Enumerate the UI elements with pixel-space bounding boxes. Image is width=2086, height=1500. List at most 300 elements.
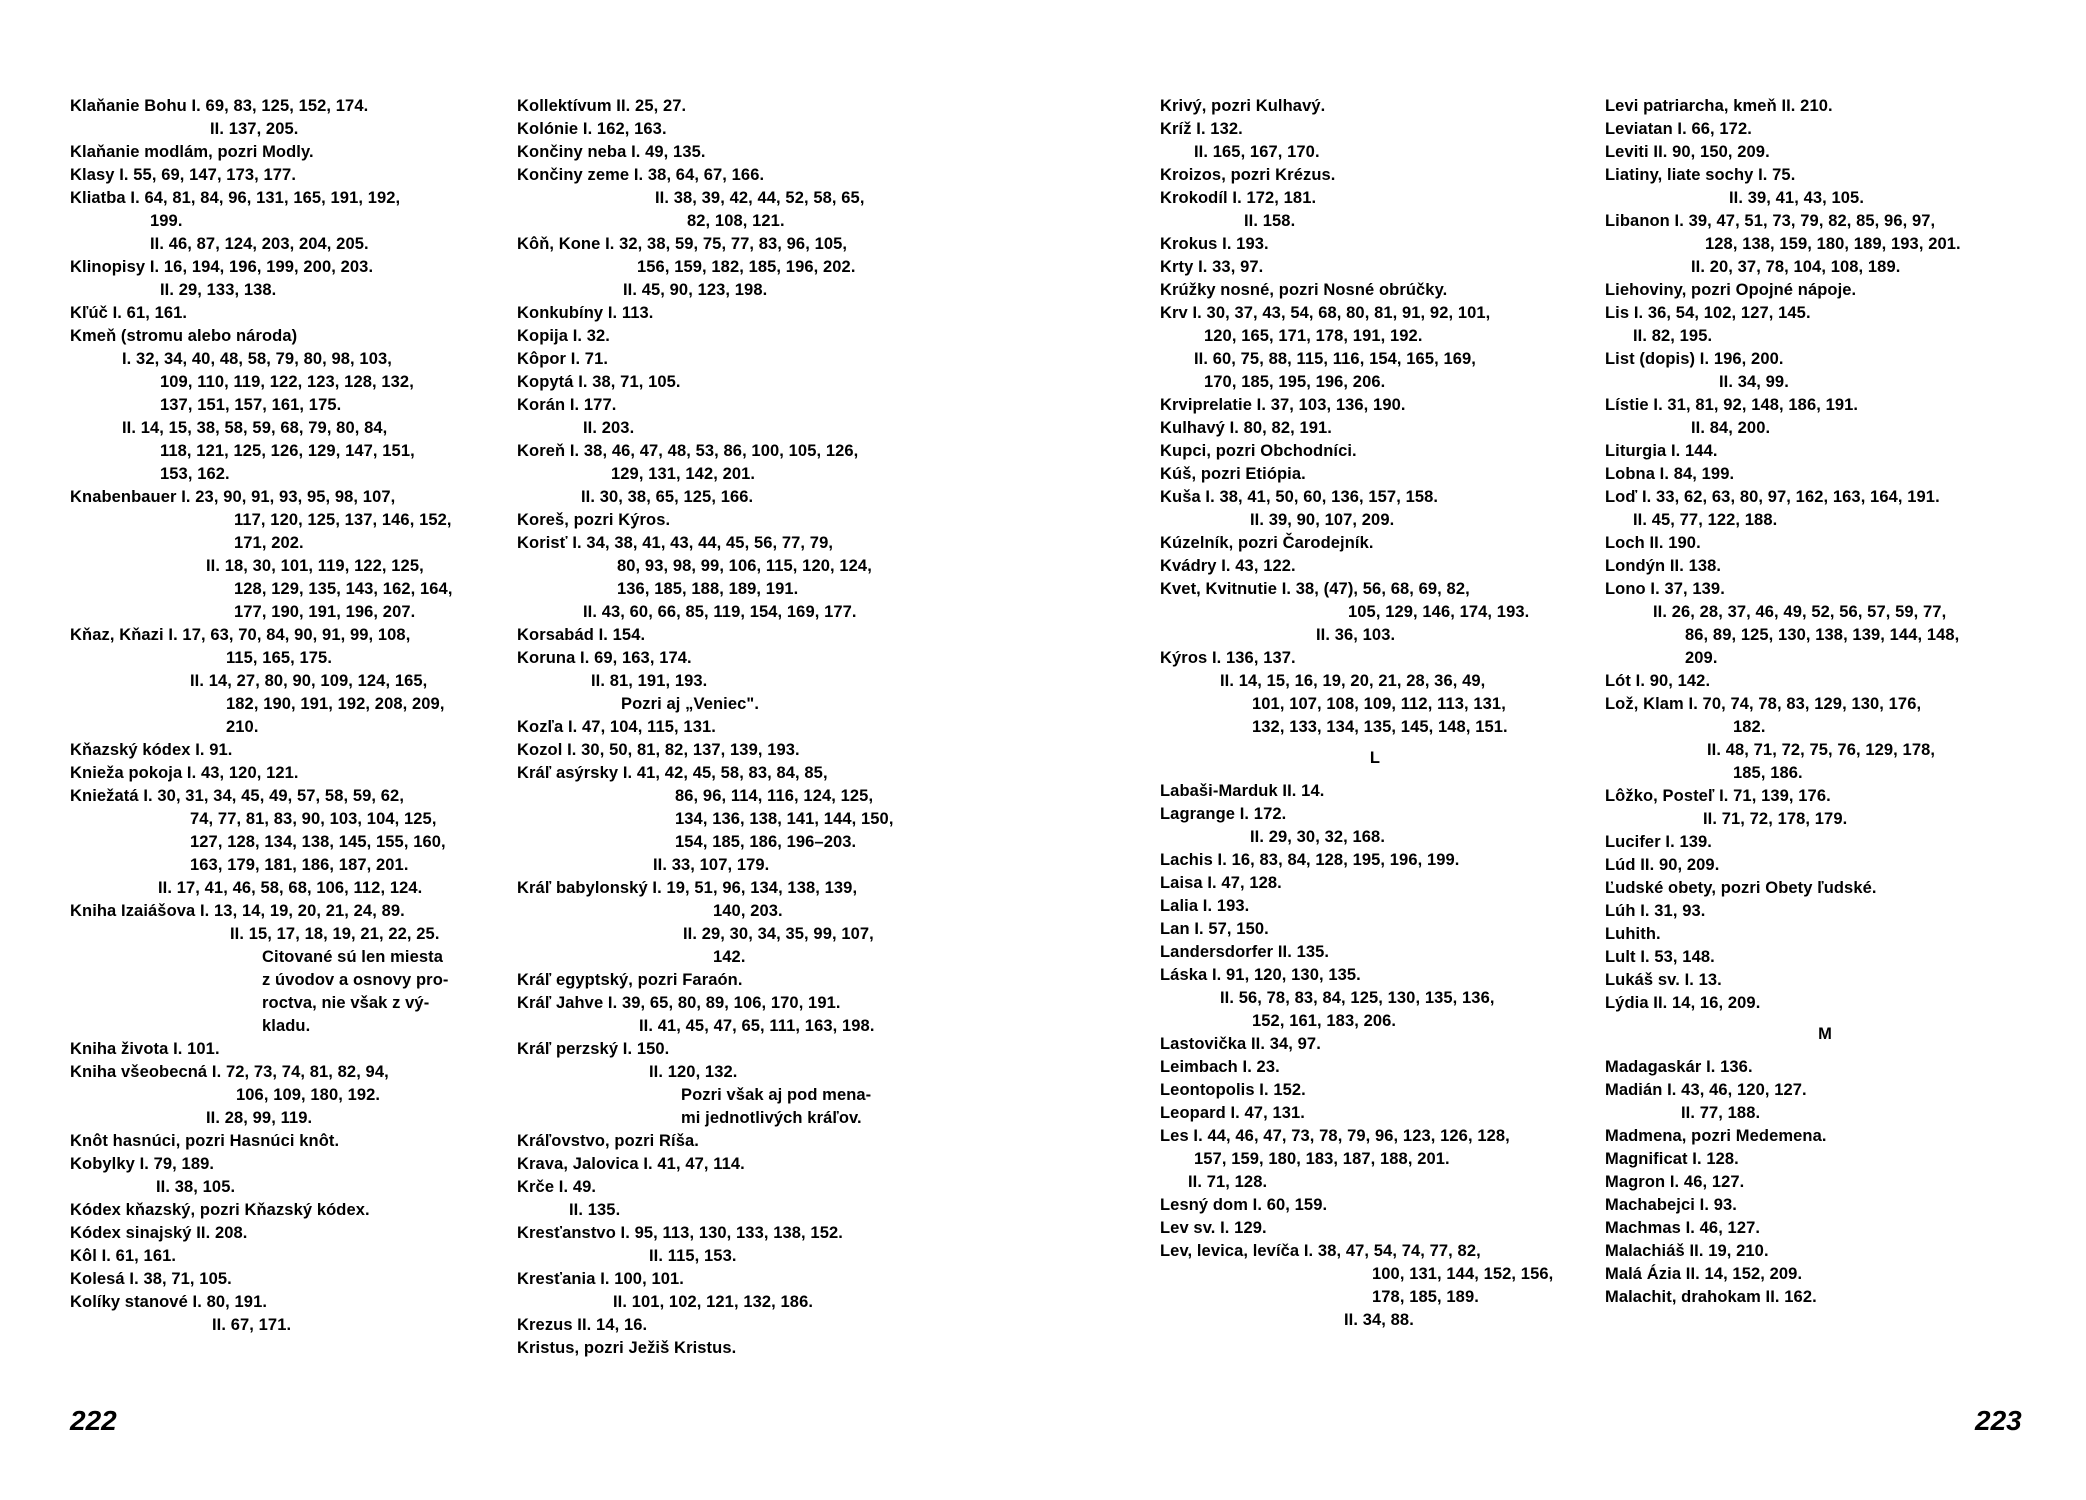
index-entry — [1160, 1056, 1590, 1079]
entry-text: Krokus I. 193. — [1160, 235, 1269, 253]
entry-text: Koreš, pozri Kýros. — [517, 511, 671, 529]
entry-continuation: 170, 185, 195, 196, 206. — [1204, 373, 1386, 391]
entry-text: Lono I. 37, 139. — [1605, 580, 1725, 598]
index-entry — [1160, 302, 1590, 394]
entry-text: Lalia I. 193. — [1160, 897, 1250, 915]
index-entry — [70, 1222, 490, 1245]
index-entry — [1160, 1079, 1590, 1102]
entry-continuation: 105, 129, 146, 174, 193. — [1348, 603, 1530, 621]
index-entry — [517, 325, 977, 348]
entry-text: Kráľovstvo, pozri Ríša. — [517, 1132, 699, 1150]
entry-text: Lan I. 57, 150. — [1160, 920, 1269, 938]
entry-text: Kúš, pozri Etiópia. — [1160, 465, 1306, 483]
entry-continuation: II. 81, 191, 193. — [591, 672, 708, 690]
entry-text: Labaši-Marduk II. 14. — [1160, 782, 1325, 800]
entry-text: Krty I. 33, 97. — [1160, 258, 1264, 276]
entry-continuation: II. 20, 37, 78, 104, 108, 189. — [1691, 258, 1901, 276]
entry-continuation: 182, 190, 191, 192, 208, 209, — [226, 695, 445, 713]
entry-text: Lýdia II. 14, 16, 209. — [1605, 994, 1761, 1012]
index-entry — [70, 256, 490, 302]
index-entry — [1160, 918, 1590, 941]
entry-text: Klinopisy I. 16, 194, 196, 199, 200, 203. — [70, 258, 374, 276]
index-entry — [1605, 992, 2045, 1015]
entry-text: Lúh I. 31, 93. — [1605, 902, 1706, 920]
entry-continuation: 118, 121, 125, 126, 129, 147, 151, — [160, 442, 415, 460]
entry-text: Libanon I. 39, 47, 51, 73, 79, 82, 85, 96, 97, — [1605, 212, 1936, 230]
index-entry — [1160, 164, 1590, 187]
entry-text: Kolíky stanové I. 80, 191. — [70, 1293, 268, 1311]
entry-continuation: II. 41, 45, 47, 65, 111, 163, 198. — [639, 1017, 875, 1035]
entry-text: Leontopolis I. 152. — [1160, 1081, 1306, 1099]
entry-text: Kôň, Kone I. 32, 38, 59, 75, 77, 83, 96, 105, — [517, 235, 848, 253]
entry-text: Krviprelatie I. 37, 103, 136, 190. — [1160, 396, 1406, 414]
index-entry — [1605, 1079, 2045, 1125]
entry-continuation: II. 17, 41, 46, 58, 68, 106, 112, 124. — [158, 879, 423, 897]
entry-continuation: 163, 179, 181, 186, 187, 201. — [190, 856, 409, 874]
index-entry — [517, 992, 977, 1038]
entry-text: Lagrange I. 172. — [1160, 805, 1287, 823]
entry-text: Magron I. 46, 127. — [1605, 1173, 1745, 1191]
index-entry — [1160, 486, 1590, 532]
entry-text: Luhith. — [1605, 925, 1661, 943]
index-entry — [517, 532, 977, 624]
entry-continuation: Pozri aj „Veniec". — [621, 695, 760, 713]
entry-continuation: II. 33, 107, 179. — [653, 856, 770, 874]
entry-text: Lístie I. 31, 81, 92, 148, 186, 191. — [1605, 396, 1859, 414]
entry-text: Kvádry I. 43, 122. — [1160, 557, 1296, 575]
index-entry — [517, 233, 977, 302]
entry-text: Kniežatá I. 30, 31, 34, 45, 49, 57, 58, 59, 62, — [70, 787, 404, 805]
index-entry — [70, 1038, 490, 1061]
index-entry — [70, 1061, 490, 1130]
entry-text: Kollektívum II. 25, 27. — [517, 97, 687, 115]
index-entry — [1605, 486, 2045, 532]
entry-continuation: 128, 129, 135, 143, 162, 164, — [234, 580, 453, 598]
index-entry — [1605, 95, 2045, 118]
index-entry — [517, 141, 977, 164]
entry-continuation: II. 135. — [569, 1201, 621, 1219]
index-entry — [517, 371, 977, 394]
entry-continuation: II. 38, 105. — [156, 1178, 236, 1196]
entry-text: Ľudské obety, pozri Obety ľudské. — [1605, 879, 1877, 897]
index-entry — [1605, 831, 2045, 854]
entry-text: Knabenbauer I. 23, 90, 91, 93, 95, 98, 107, — [70, 488, 396, 506]
entry-text: Londýn II. 138. — [1605, 557, 1722, 575]
entry-text: Kmeň (stromu alebo národa) — [70, 327, 298, 345]
entry-continuation: I. 32, 34, 40, 48, 58, 79, 80, 98, 103, — [122, 350, 392, 368]
entry-text: Kráľ Jahve I. 39, 65, 80, 89, 106, 170, 191. — [517, 994, 841, 1012]
index-entry — [1605, 1217, 2045, 1240]
entry-text: Lis I. 36, 54, 102, 127, 145. — [1605, 304, 1811, 322]
entry-continuation: II. 137, 205. — [210, 120, 299, 138]
index-entry — [1160, 578, 1590, 647]
index-entry — [1605, 946, 2045, 969]
entry-continuation: 157, 159, 180, 183, 187, 188, 201. — [1194, 1150, 1450, 1168]
index-entry — [1160, 417, 1590, 440]
entry-continuation: 136, 185, 188, 189, 191. — [617, 580, 799, 598]
entry-text: Kroizos, pozri Krézus. — [1160, 166, 1336, 184]
index-entry — [1605, 440, 2045, 463]
entry-continuation: 115, 165, 175. — [226, 649, 332, 667]
index-entry — [1160, 440, 1590, 463]
entry-continuation: II. 45, 90, 123, 198. — [623, 281, 768, 299]
entry-text: Lož, Klam I. 70, 74, 78, 83, 129, 130, 176, — [1605, 695, 1922, 713]
entry-text: Kôpor I. 71. — [517, 350, 609, 368]
entry-text: Kolesá I. 38, 71, 105. — [70, 1270, 232, 1288]
entry-text: Kniha života I. 101. — [70, 1040, 220, 1058]
index-entry — [1605, 1125, 2045, 1148]
entry-continuation: II. 60, 75, 88, 115, 116, 154, 165, 169, — [1194, 350, 1476, 368]
index-entry — [1605, 785, 2045, 831]
entry-text: Kozol I. 30, 50, 81, 82, 137, 139, 193. — [517, 741, 800, 759]
entry-continuation: 80, 93, 98, 99, 106, 115, 120, 124, — [617, 557, 872, 575]
entry-text: Machmas I. 46, 127. — [1605, 1219, 1761, 1237]
index-entry — [517, 440, 977, 509]
entry-text: Krče I. 49. — [517, 1178, 597, 1196]
entry-text: Konkubíny I. 113. — [517, 304, 654, 322]
index-entry — [517, 394, 977, 440]
index-entry — [1160, 279, 1590, 302]
index-entry — [517, 716, 977, 739]
index-entry — [1605, 394, 2045, 440]
entry-text: Kresťanstvo I. 95, 113, 130, 133, 138, 152. — [517, 1224, 843, 1242]
entry-text: Kopytá I. 38, 71, 105. — [517, 373, 681, 391]
index-entry — [517, 1337, 977, 1360]
entry-continuation: II. 48, 71, 72, 75, 76, 129, 178, — [1707, 741, 1936, 759]
entry-continuation: II. 101, 102, 121, 132, 186. — [613, 1293, 814, 1311]
page-number: 223 — [1975, 1405, 2022, 1436]
index-entry — [517, 739, 977, 762]
entry-continuation: 182. — [1733, 718, 1766, 736]
index-entry — [1605, 1240, 2045, 1263]
index-entry — [70, 739, 490, 762]
entry-text: Kódex kňazský, pozri Kňazský kódex. — [70, 1201, 370, 1219]
index-entry — [1160, 1217, 1590, 1240]
entry-text: Kráľ asýrsky I. 41, 42, 45, 58, 83, 84, 85, — [517, 764, 828, 782]
entry-text: Liturgia I. 144. — [1605, 442, 1718, 460]
entry-text: Levi patriarcha, kmeň II. 210. — [1605, 97, 1833, 115]
entry-text: Kráľ egyptský, pozri Faraón. — [517, 971, 743, 989]
index-entry — [1605, 877, 2045, 900]
index-column — [517, 95, 977, 1360]
index-entry — [1605, 969, 2045, 992]
entry-text: Krokodíl I. 172, 181. — [1160, 189, 1317, 207]
entry-continuation: 154, 185, 186, 196–203. — [675, 833, 857, 851]
index-entry — [1160, 532, 1590, 555]
entry-text: Korán I. 177. — [517, 396, 617, 414]
index-entry — [1605, 164, 2045, 210]
entry-text: Kríž I. 132. — [1160, 120, 1243, 138]
index-entry — [1605, 900, 2045, 923]
entry-text: Malachit, drahokam II. 162. — [1605, 1288, 1817, 1306]
entry-text: Kupci, pozri Obchodníci. — [1160, 442, 1357, 460]
entry-text: Klasy I. 55, 69, 147, 173, 177. — [70, 166, 297, 184]
entry-continuation: 109, 110, 119, 122, 123, 128, 132, — [160, 373, 414, 391]
entry-text: Lev sv. I. 129. — [1160, 1219, 1267, 1237]
entry-continuation: 101, 107, 108, 109, 112, 113, 131, — [1252, 695, 1506, 713]
entry-text: Madián I. 43, 46, 120, 127. — [1605, 1081, 1807, 1099]
entry-text: Kliatba I. 64, 81, 84, 96, 131, 165, 191, 192, — [70, 189, 401, 207]
index-entry — [517, 95, 977, 118]
index-entry — [1605, 532, 2045, 555]
entry-continuation: II. 30, 38, 65, 125, 166. — [581, 488, 754, 506]
entry-continuation: 117, 120, 125, 137, 146, 152, — [234, 511, 452, 529]
index-entry — [1160, 233, 1590, 256]
entry-text: Liehoviny, pozri Opojné nápoje. — [1605, 281, 1857, 299]
entry-continuation: 134, 136, 138, 141, 144, 150, — [675, 810, 894, 828]
entry-text: Lev, levica, levíča I. 38, 47, 54, 74, 77, 82, — [1160, 1242, 1481, 1260]
entry-text: Kódex sinajský II. 208. — [70, 1224, 248, 1242]
entry-text: Lót I. 90, 142. — [1605, 672, 1711, 690]
entry-text: Končiny zeme I. 38, 64, 67, 166. — [517, 166, 765, 184]
entry-text: Kľúč I. 61, 161. — [70, 304, 188, 322]
index-entry — [517, 164, 977, 233]
entry-text: Leviatan I. 66, 172. — [1605, 120, 1752, 138]
index-entry — [70, 1291, 490, 1337]
entry-continuation: II. 56, 78, 83, 84, 125, 130, 135, 136, — [1220, 989, 1495, 1007]
index-column — [70, 95, 490, 1337]
entry-continuation: II. 71, 128. — [1188, 1173, 1268, 1191]
entry-text: Lukáš sv. I. 13. — [1605, 971, 1722, 989]
entry-continuation: II. 29, 133, 138. — [160, 281, 277, 299]
entry-text: Korisť I. 34, 38, 41, 43, 44, 45, 56, 77, 79, — [517, 534, 834, 552]
entry-continuation: 86, 96, 114, 116, 124, 125, — [675, 787, 874, 805]
index-entry — [1605, 348, 2045, 394]
entry-continuation: 132, 133, 134, 135, 145, 148, 151. — [1252, 718, 1508, 736]
entry-continuation: II. 39, 90, 107, 209. — [1250, 511, 1395, 529]
index-entry — [1605, 141, 2045, 164]
entry-continuation: II. 158. — [1244, 212, 1296, 230]
index-entry — [517, 1268, 977, 1314]
index-entry — [517, 1314, 977, 1337]
index-entry — [1605, 1194, 2045, 1217]
entry-text: Landersdorfer II. 135. — [1160, 943, 1330, 961]
index-entry — [70, 141, 490, 164]
index-entry — [517, 302, 977, 325]
entry-text: Kniha Izaiášova I. 13, 14, 19, 20, 21, 24, 89. — [70, 902, 405, 920]
entry-continuation: mi jednotlivých kráľov. — [681, 1109, 862, 1127]
entry-continuation: 209. — [1685, 649, 1718, 667]
index-entry — [1605, 578, 2045, 670]
entry-text: Kolónie I. 162, 163. — [517, 120, 667, 138]
index-entry — [1605, 854, 2045, 877]
index-entry — [1605, 923, 2045, 946]
entry-continuation: II. 165, 167, 170. — [1194, 143, 1320, 161]
entry-text: Kôl I. 61, 161. — [70, 1247, 177, 1265]
index-entry — [70, 785, 490, 900]
entry-continuation: roctva, nie však z vý- — [262, 994, 430, 1012]
entry-continuation: II. 77, 188. — [1681, 1104, 1761, 1122]
entry-continuation: II. 34, 99. — [1719, 373, 1789, 391]
entry-text: Klaňanie Bohu I. 69, 83, 125, 152, 174. — [70, 97, 369, 115]
entry-text: Madmena, pozri Medemena. — [1605, 1127, 1827, 1145]
entry-continuation: II. 28, 99, 119. — [206, 1109, 313, 1127]
entry-continuation: Citované sú len miesta — [262, 948, 444, 966]
entry-continuation: 171, 202. — [234, 534, 304, 552]
entry-continuation: II. 34, 88. — [1344, 1311, 1414, 1329]
index-entry — [517, 118, 977, 141]
entry-continuation: II. 18, 30, 101, 119, 122, 125, — [206, 557, 424, 575]
entry-continuation: 156, 159, 182, 185, 196, 202. — [637, 258, 856, 276]
index-entry — [1160, 256, 1590, 279]
entry-text: Koruna I. 69, 163, 174. — [517, 649, 692, 667]
entry-continuation: II. 82, 195. — [1633, 327, 1713, 345]
index-entry — [70, 325, 490, 486]
entry-text: Lúd II. 90, 209. — [1605, 856, 1720, 874]
index-entry — [517, 509, 977, 532]
entry-continuation: II. 29, 30, 32, 168. — [1250, 828, 1386, 846]
entry-continuation: II. 67, 171. — [212, 1316, 292, 1334]
entry-continuation: 82, 108, 121. — [687, 212, 785, 230]
index-entry — [1160, 941, 1590, 964]
entry-continuation: 86, 89, 125, 130, 138, 139, 144, 148, — [1685, 626, 1960, 644]
entry-continuation: II. 203. — [583, 419, 635, 437]
index-entry — [1605, 1056, 2045, 1079]
entry-text: Kulhavý I. 80, 82, 191. — [1160, 419, 1332, 437]
entry-continuation: 178, 185, 189. — [1372, 1288, 1479, 1306]
entry-text: Krava, Jalovica I. 41, 47, 114. — [517, 1155, 745, 1173]
section-letter: M — [1818, 1025, 1832, 1043]
entry-continuation: II. 14, 15, 38, 58, 59, 68, 79, 80, 84, — [122, 419, 388, 437]
index-entry — [70, 1153, 490, 1199]
index-entry — [1605, 463, 2045, 486]
index-entry — [1160, 187, 1590, 233]
index-entry — [1160, 1033, 1590, 1056]
index-entry — [70, 1268, 490, 1291]
entry-text: Krezus II. 14, 16. — [517, 1316, 648, 1334]
index-entry — [517, 647, 977, 716]
index-entry — [1605, 118, 2045, 141]
entry-continuation: II. 115, 153. — [649, 1247, 737, 1265]
index-entry — [517, 1222, 977, 1268]
entry-continuation: 100, 131, 144, 152, 156, — [1372, 1265, 1554, 1283]
entry-text: Korsabád I. 154. — [517, 626, 646, 644]
entry-continuation: Pozri však aj pod mena- — [681, 1086, 872, 1104]
entry-text: Leopard I. 47, 131. — [1160, 1104, 1305, 1122]
entry-text: Magnificat I. 128. — [1605, 1150, 1739, 1168]
entry-continuation: II. 84, 200. — [1691, 419, 1771, 437]
entry-continuation: II. 120, 132. — [649, 1063, 738, 1081]
entry-text: Lôžko, Posteľ I. 71, 139, 176. — [1605, 787, 1831, 805]
entry-text: Machabejci I. 93. — [1605, 1196, 1737, 1214]
index-entry — [1160, 1194, 1590, 1217]
entry-continuation: 152, 161, 183, 206. — [1252, 1012, 1397, 1030]
entry-continuation: 210. — [226, 718, 259, 736]
entry-continuation: 185, 186. — [1733, 764, 1803, 782]
entry-text: Lastovička II. 34, 97. — [1160, 1035, 1321, 1053]
index-entry — [517, 1130, 977, 1153]
index-entry — [1160, 964, 1590, 1033]
entry-text: Malachiáš II. 19, 210. — [1605, 1242, 1769, 1260]
entry-text: Kvet, Kvitnutie I. 38, (47), 56, 68, 69, 82, — [1160, 580, 1470, 598]
index-column — [1605, 95, 2045, 1309]
entry-continuation: 199. — [150, 212, 183, 230]
entry-continuation: II. 29, 30, 34, 35, 99, 107, — [683, 925, 874, 943]
index-entry — [517, 877, 977, 969]
entry-text: List (dopis) I. 196, 200. — [1605, 350, 1784, 368]
index-entry — [517, 1176, 977, 1222]
entry-text: Lesný dom I. 60, 159. — [1160, 1196, 1328, 1214]
index-entry — [1160, 95, 1590, 118]
index-entry — [70, 624, 490, 739]
entry-text: Kúzelník, pozri Čarodejník. — [1160, 534, 1374, 552]
entry-text: Koreň I. 38, 46, 47, 48, 53, 86, 100, 105, 126, — [517, 442, 859, 460]
index-entry — [517, 1038, 977, 1130]
index-entry — [1605, 555, 2045, 578]
index-entry — [517, 1153, 977, 1176]
entry-text: Laisa I. 47, 128. — [1160, 874, 1282, 892]
entry-continuation: 127, 128, 134, 138, 145, 155, 160, — [190, 833, 446, 851]
entry-continuation: 120, 165, 171, 178, 191, 192. — [1204, 327, 1423, 345]
entry-text: Klaňanie modlám, pozri Modly. — [70, 143, 314, 161]
index-entry — [70, 486, 490, 624]
entry-text: Kobylky I. 79, 189. — [70, 1155, 215, 1173]
entry-text: Kresťania I. 100, 101. — [517, 1270, 684, 1288]
entry-text: Les I. 44, 46, 47, 73, 78, 79, 96, 123, 126, 128, — [1160, 1127, 1510, 1145]
entry-text: Krv I. 30, 37, 43, 54, 68, 80, 81, 91, 92, 101, — [1160, 304, 1491, 322]
entry-continuation: z úvodov a osnovy pro- — [262, 971, 449, 989]
entry-continuation: II. 36, 103. — [1316, 626, 1396, 644]
index-entry — [1605, 1286, 2045, 1309]
entry-continuation: 137, 151, 157, 161, 175. — [160, 396, 342, 414]
entry-text: Končiny neba I. 49, 135. — [517, 143, 706, 161]
index-column — [1160, 95, 1590, 1332]
index-entry — [1160, 463, 1590, 486]
index-entry — [1605, 1171, 2045, 1194]
entry-continuation: 177, 190, 191, 196, 207. — [234, 603, 416, 621]
index-entry — [1160, 1240, 1590, 1332]
entry-text: Malá Ázia II. 14, 152, 209. — [1605, 1265, 1803, 1283]
index-entry — [1160, 872, 1590, 895]
entry-continuation: 129, 131, 142, 201. — [611, 465, 756, 483]
entry-continuation: 140, 203. — [713, 902, 783, 920]
entry-text: Kýros I. 136, 137. — [1160, 649, 1296, 667]
index-entry — [1605, 1263, 2045, 1286]
entry-continuation: II. 14, 27, 80, 90, 109, 124, 165, — [190, 672, 428, 690]
index-entry — [70, 1199, 490, 1222]
entry-text: Kozľa I. 47, 104, 115, 131. — [517, 718, 716, 736]
entry-continuation: II. 14, 15, 16, 19, 20, 21, 28, 36, 49, — [1220, 672, 1486, 690]
index-entry — [1605, 279, 2045, 302]
index-entry — [517, 624, 977, 647]
entry-continuation: 74, 77, 81, 83, 90, 103, 104, 125, — [190, 810, 437, 828]
entry-text: Kopija I. 32. — [517, 327, 610, 345]
entry-text: Kňazský kódex I. 91. — [70, 741, 233, 759]
index-entry — [1160, 780, 1590, 803]
entry-continuation: II. 46, 87, 124, 203, 204, 205. — [150, 235, 369, 253]
index-entry — [517, 348, 977, 371]
entry-text: Liatiny, liate sochy I. 75. — [1605, 166, 1796, 184]
page-number: 222 — [70, 1405, 117, 1436]
entry-text: Lachis I. 16, 83, 84, 128, 195, 196, 199. — [1160, 851, 1460, 869]
entry-continuation: II. 71, 72, 178, 179. — [1703, 810, 1848, 828]
index-entry — [1160, 803, 1590, 849]
entry-text: Kráľ perzský I. 150. — [517, 1040, 670, 1058]
entry-continuation: 128, 138, 159, 180, 189, 193, 201. — [1705, 235, 1961, 253]
entry-text: Leimbach I. 23. — [1160, 1058, 1280, 1076]
index-entry — [1605, 670, 2045, 693]
entry-continuation: kladu. — [262, 1017, 311, 1035]
entry-text: Lucifer I. 139. — [1605, 833, 1712, 851]
entry-continuation: 142. — [713, 948, 746, 966]
entry-continuation: II. 26, 28, 37, 46, 49, 52, 56, 57, 59, 77, — [1653, 603, 1947, 621]
index-entry — [1605, 302, 2045, 348]
entry-text: Kristus, pozri Ježiš Kristus. — [517, 1339, 737, 1357]
index-entry — [517, 762, 977, 877]
entry-text: Krúžky nosné, pozri Nosné obrúčky. — [1160, 281, 1448, 299]
entry-text: Knieža pokoja I. 43, 120, 121. — [70, 764, 299, 782]
index-entry — [1160, 647, 1590, 739]
